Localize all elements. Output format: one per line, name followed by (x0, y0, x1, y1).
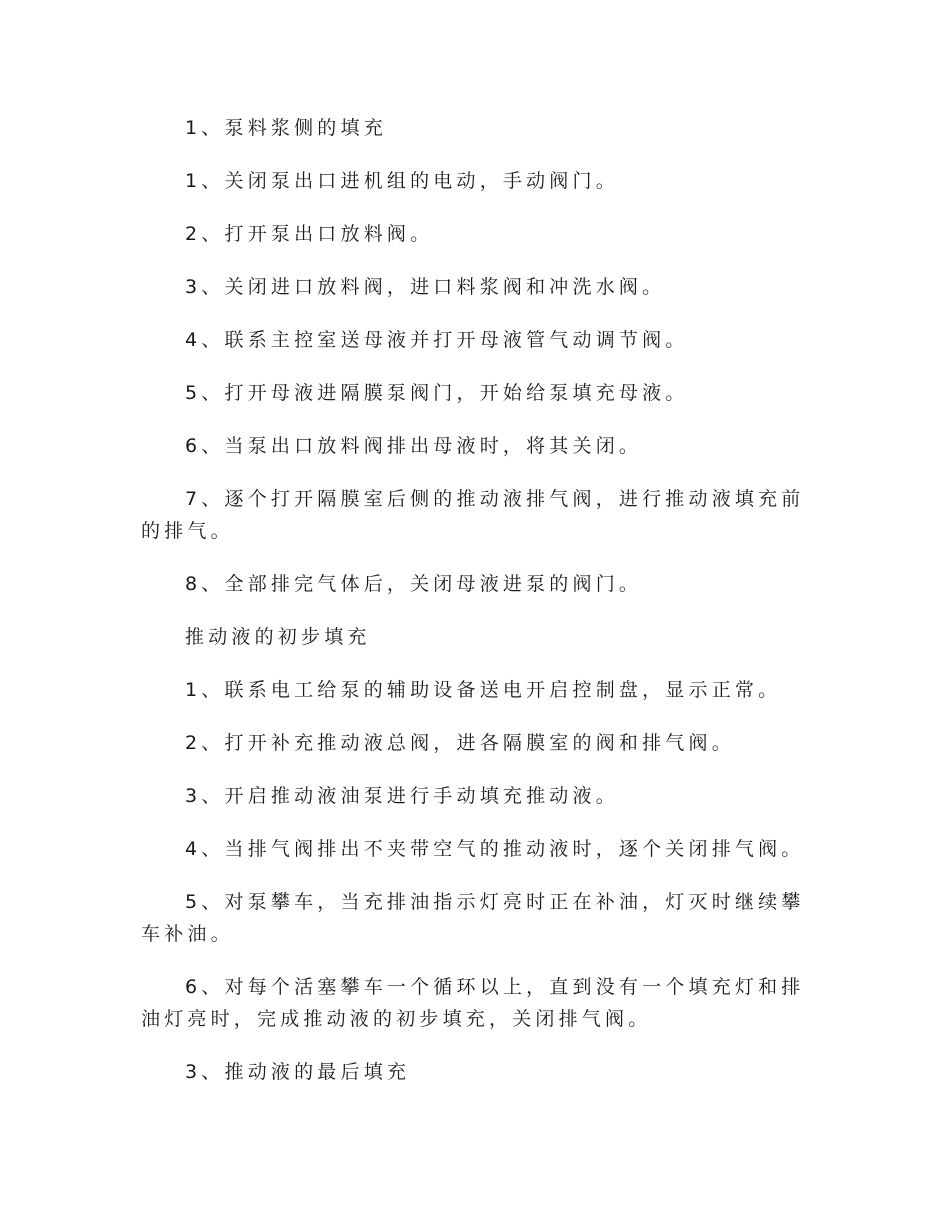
document-body (141, 112, 811, 1109)
step-paragraph: 4、当排气阀排出不夹带空气的推动液时，逐个关闭排气阀。 (185, 838, 805, 860)
step-paragraph: 3、开启推动液油泵进行手动填充推动液。 (185, 785, 619, 807)
step-paragraph: 7、逐个打开隔膜室后侧的推动液排气阀，进行推动液填充前的排气。 (141, 488, 805, 542)
step-paragraph: 5、对泵攀车，当充排油指示灯亮时正在补油，灯灭时继续攀车补油。 (141, 891, 805, 945)
step-paragraph: 8、全部排完气体后，关闭母液进泵的阀门。 (185, 573, 643, 595)
step-paragraph: 3、关闭进口放料阀，进口料浆阀和冲洗水阀。 (185, 276, 666, 298)
step-paragraph: 2、打开泵出口放料阀。 (185, 223, 434, 245)
step-paragraph: 6、对每个活塞攀车一个循环以上，直到没有一个填充灯和排油灯亮时，完成推动液的初步填充，关闭排气阀。 (141, 976, 805, 1030)
section-heading-final-fill: 3、推动液的最后填充 (185, 1061, 411, 1083)
step-paragraph: 2、打开补充推动液总阀，进各隔膜室的阀和排气阀。 (185, 732, 735, 754)
step-paragraph: 5、打开母液进隔膜泵阀门，开始给泵填充母液。 (185, 382, 689, 404)
step-paragraph: 1、关闭泵出口进机组的电动，手动阀门。 (185, 170, 619, 192)
section-heading-initial-fill: 推动液的初步填充 (185, 626, 371, 648)
step-paragraph: 6、当泵出口放料阀排出母液时，将其关闭。 (185, 435, 643, 457)
step-paragraph: 4、联系主控室送母液并打开母液管气动调节阀。 (185, 329, 689, 351)
step-paragraph: 1、联系电工给泵的辅助设备送电开启控制盘，显示正常。 (185, 679, 782, 701)
section-heading-slurry-side-filling: 1、泵料浆侧的填充 (185, 117, 387, 139)
